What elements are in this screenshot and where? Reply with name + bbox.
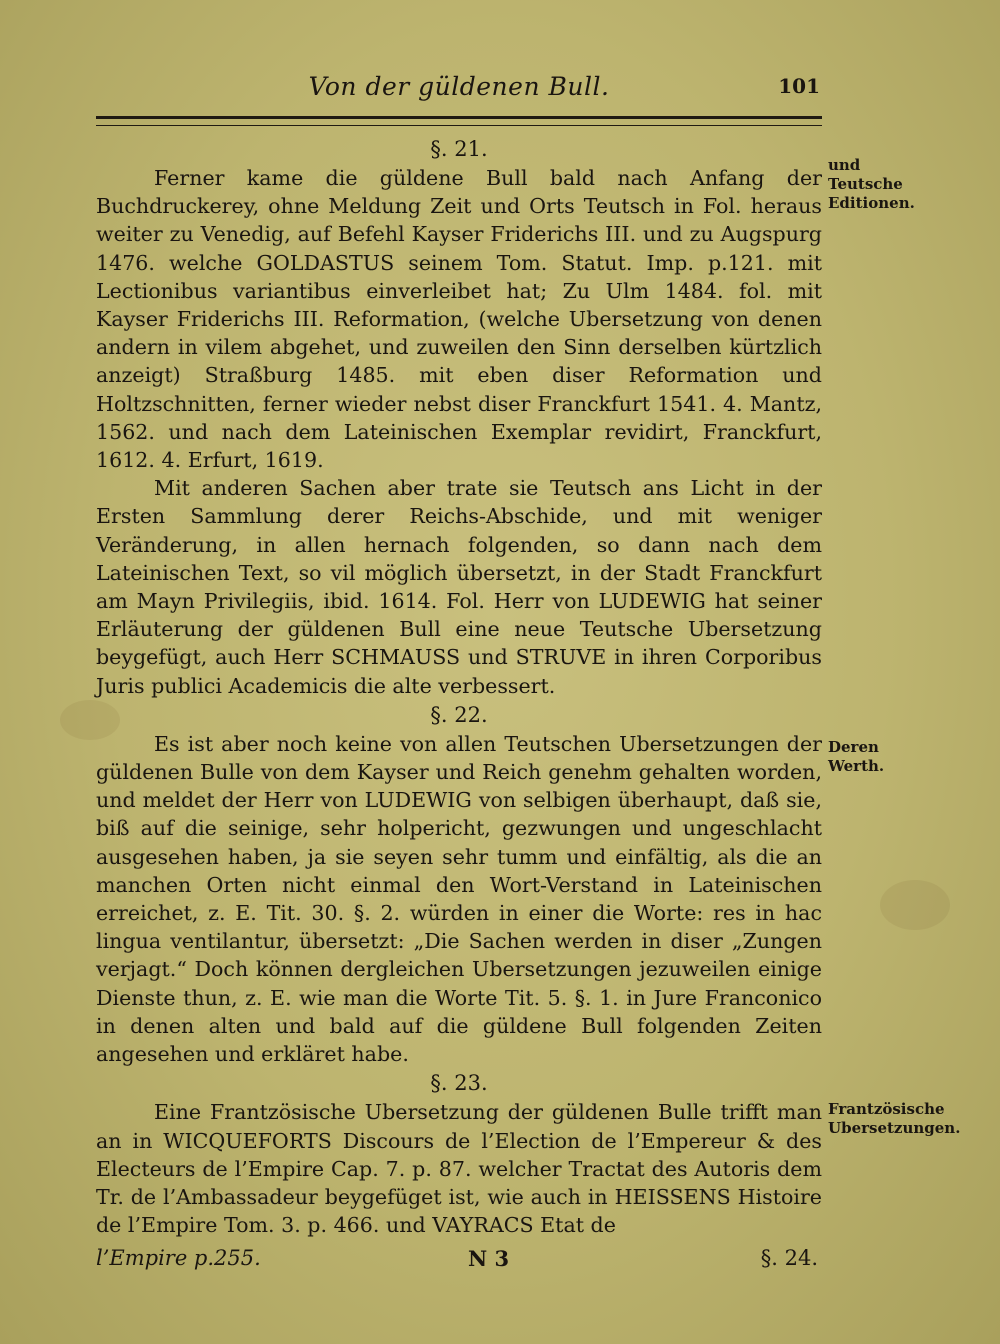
page-footer <box>96 1246 822 1278</box>
page-number: 101 <box>778 74 820 98</box>
running-title: Von der güldenen Bull. <box>308 72 610 101</box>
main-text <box>96 134 822 1239</box>
paragraph-text: Es ist aber noch keine von allen Teutschen Ubersetzungen der güldenen Bulle von dem Kayser und Reich genehm gehalten worden, und meldet der Herr von LUDEWIG von selbigen überhaupt, daß sie, biß auf die seinige, sehr holpericht, gezwungen und ungeschlacht ausgesehen haben, ja sie seyen sehr tumm und einfältig, als die an manchen Orten nicht einmal den Wort-Verstand in Lateinischen erreichet, z. E. Tit. 30. §. 2. würden in einer die Worte: res in hac lingua ventilantur, übersetzt: „Die Sachen werden in diser „Zungen verjagt.“ Doch können dergleichen Ubersetzungen jezuweilen einige Dienste thun, z. E. wie man die Worte Tit. 5. §. 1. in Jure Franconico in denen alten und bald auf die güldene Bull folgenden Zeiten angesehen und erkläret habe. <box>96 731 822 1067</box>
page-header <box>96 70 822 110</box>
paragraph <box>96 474 822 700</box>
paragraph <box>96 730 822 1068</box>
paragraph-text: Ferner kame die güldene Bull bald nach Anfang der Buchdruckerey, ohne Meldung Zeit und Orts Teutsch in Fol. heraus weiter zu Venedig, auf Befehl Kayser Friderichs III. und zu Augspurg 1476. welche GOLDASTUS seinem Tom. Statut. Imp. p.121. mit Lectionibus variantibus einverleibet hat; Zu Ulm 1484. fol. mit Kayser Friderichs III. Reformation, (welche Ubersetzung von denen andern in vilem abgehet, und zuweilen den Sinn derselben kürtzlich anzeigt) Straßburg 1485. mit eben diser Reformation und Holtzschnitten, ferner wieder nebst diser Franckfurt 1541. 4. Mantz, 1562. und nach dem Lateinischen Exemplar revidirt, Franckfurt, 1612. 4. Erfurt, 1619. <box>96 166 822 473</box>
section-mark: §. 21. <box>430 137 488 161</box>
paragraph-text: Eine Frantzösische Ubersetzung der güldenen Bulle trifft man an in WICQUEFORTS Discours de l’Election de l’Empereur & des Electeurs de l’Empire Cap. 7. p. 87. welcher Tractat des Autoris dem Tr. de l’Ambassadeur beygefüget ist, wie auch in HEISSENS Histoire de l’Empire Tom. 3. p. 466. und VAYRACS Etat de <box>96 1100 822 1238</box>
catchword: §. 24. <box>760 1246 818 1270</box>
header-rule <box>96 116 822 126</box>
footer-line-end: l’Empire p.255. <box>96 1246 261 1270</box>
paragraph-text: Mit anderen Sachen aber trate sie Teutsch ans Licht in der Ersten Sammlung derer Reichs-Abschide, und mit weniger Veränderung, in allen hernach folgenden, so dann nach dem Lateinischen Text, so vil möglich übersetzt, in der Stadt Franckfurt am Mayn Privilegiis, ibid. 1614. Fol. Herr von LUDEWIG hat seiner Erläuterung der güldenen Bull eine neue Teutsche Ubersetzung beygefügt, auch Herr SCHMAUSS und STRUVE in ihren Corporibus Juris publici Academicis die alte verbessert. <box>96 476 822 698</box>
margin-note: Frantzösische Ubersetzungen. <box>828 1100 961 1137</box>
margin-note: Deren Werth. <box>828 738 885 775</box>
paragraph <box>96 164 822 474</box>
signature-mark: N 3 <box>468 1246 510 1271</box>
section-mark: §. 22. <box>430 702 488 727</box>
paragraph <box>96 1098 822 1239</box>
margin-note: und Teutsche Editionen. <box>828 156 915 212</box>
paper-stain <box>880 880 950 930</box>
section-mark: §. 23. <box>430 1071 488 1096</box>
